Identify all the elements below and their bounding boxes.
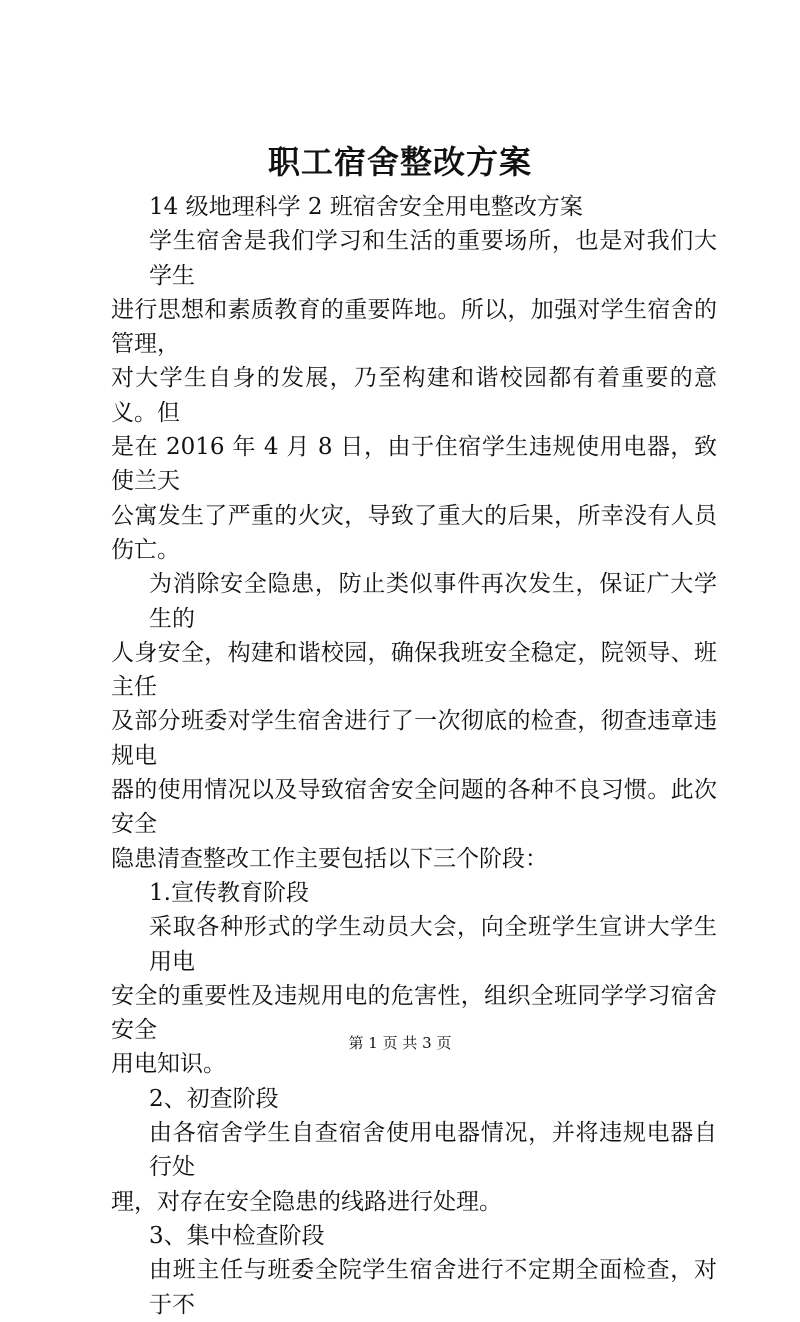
text-line: 由各宿舍学生自查宿舍使用电器情况，并将违规电器自行处 <box>149 1120 717 1181</box>
text-line: 公寓发生了严重的火灾，导致了重大的后果，所幸没有人员伤亡。 <box>111 502 717 563</box>
text-line: 隐患清查整改工作主要包括以下三个阶段： <box>111 845 548 872</box>
text-line: 为消除安全隐患，防止类似事件再次发生，保证广大学生的 <box>149 571 717 632</box>
paragraph <box>111 190 717 224</box>
paragraph <box>111 567 717 876</box>
section-heading <box>111 1082 717 1116</box>
section-heading <box>111 1219 717 1253</box>
document-body <box>111 190 717 1322</box>
text-line: 学生宿舍是我们学习和生活的重要场所，也是对我们大学生 <box>149 228 717 289</box>
page-footer: 第 1 页 共 3 页 <box>348 1034 452 1052</box>
page-title: 职工宿舍整改方案 <box>267 143 532 181</box>
text-line: 对大学生自身的发展，乃至构建和谐校园都有着重要的意义。但 <box>111 365 717 426</box>
text-line: 14 级地理科学 2 班宿舍安全用电整改方案 <box>149 194 583 220</box>
text-line: 采取各种形式的学生动员大会，向全班学生宣讲大学生用电 <box>149 914 717 975</box>
text-line: 人身安全，构建和谐校园，确保我班安全稳定，院领导、班主任 <box>111 639 717 701</box>
text-line: 1.宣传教育阶段 <box>149 879 309 906</box>
paragraph <box>111 224 717 567</box>
paragraph <box>111 910 717 1081</box>
paragraph <box>111 1116 717 1219</box>
text-line: 2、初查阶段 <box>149 1085 279 1112</box>
text-line: 安全的重要性及违规用电的危害性，组织全班同学学习宿舍安全 <box>111 982 717 1044</box>
text-line: 及部分班委对学生宿舍进行了一次彻底的检查，彻查违章违规电 <box>111 708 717 769</box>
text-line: 3、集中检查阶段 <box>149 1222 325 1249</box>
text-line: 用电知识。 <box>111 1051 226 1078</box>
text-line: 理，对存在安全隐患的线路进行处理。 <box>111 1188 502 1215</box>
text-line: 器的使用情况以及导致宿舍安全问题的各种不良习惯。此次安全 <box>111 777 717 838</box>
paragraph <box>111 1253 717 1322</box>
text-line: 由班主任与班委全院学生宿舍进行不定期全面检查，对于不 <box>149 1257 717 1318</box>
section-heading <box>111 876 717 910</box>
text-line: 进行思想和素质教育的重要阵地。所以，加强对学生宿舍的管理， <box>111 296 717 358</box>
text-line: 是在 2016 年 4 月 8 日，由于住宿学生违规使用电器，致使兰天 <box>111 434 717 495</box>
